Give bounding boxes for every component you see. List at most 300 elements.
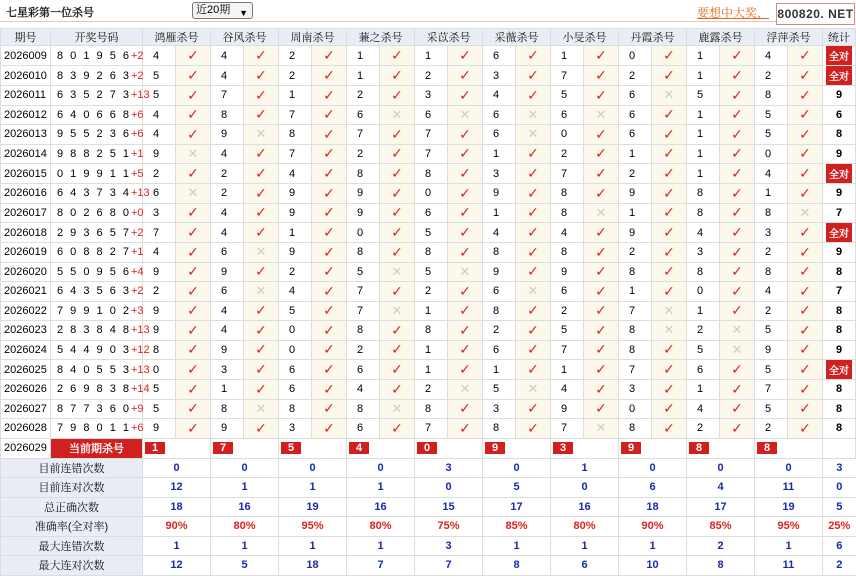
check-icon [244, 46, 279, 66]
cross-icon [516, 282, 551, 302]
check-mark: ✓ [595, 282, 607, 299]
kill-number: 4 [143, 46, 176, 66]
check-icon [448, 340, 483, 360]
check-icon [244, 105, 279, 125]
kill-number: 8 [415, 321, 448, 341]
stat-value: 1 [279, 478, 347, 498]
check-mark: ✓ [459, 224, 471, 240]
check-icon [448, 223, 483, 243]
check-mark: ✓ [595, 341, 607, 358]
stat-row [1, 517, 856, 537]
check-mark: ✓ [731, 243, 743, 260]
check-icon [176, 360, 211, 380]
stat-value: 3 [415, 458, 483, 478]
kill-number: 2 [347, 340, 380, 360]
check-icon [788, 46, 823, 66]
kill-number: 9 [143, 419, 176, 439]
check-mark: ✓ [731, 282, 743, 299]
check-mark: ✓ [187, 419, 199, 436]
kill-number: 5 [143, 399, 176, 419]
check-icon [176, 86, 211, 106]
cross-mark: ✕ [595, 106, 607, 122]
draw-number-cell [51, 380, 150, 400]
kill-number: 1 [415, 301, 448, 321]
check-mark: ✓ [459, 165, 471, 181]
current-kill-cell [211, 438, 279, 458]
kill-number: 0 [619, 46, 652, 66]
check-icon [380, 419, 415, 439]
check-mark: ✓ [799, 302, 811, 319]
check-icon [312, 184, 347, 204]
table-row [1, 144, 856, 164]
row-stat: 9 [823, 86, 856, 106]
cross-icon [448, 262, 483, 282]
kill-number: 4 [687, 399, 720, 419]
cross-icon [720, 321, 755, 341]
check-mark: ✓ [255, 263, 267, 280]
check-mark: ✓ [595, 302, 607, 319]
row-stat: 8 [823, 301, 856, 321]
check-icon [448, 46, 483, 66]
check-mark: ✓ [595, 47, 607, 63]
kill-number: 1 [619, 282, 652, 302]
draw-sum: +6 [131, 108, 144, 121]
all-right-badge: 全对 [826, 360, 852, 379]
stat-value: 1 [211, 536, 279, 556]
check-mark: ✓ [459, 184, 471, 201]
col-expert: 浮萍杀号 [755, 29, 823, 46]
cross-mark: ✕ [391, 302, 403, 318]
period-cell: 2026021 [1, 282, 51, 302]
check-icon [652, 105, 687, 125]
check-mark: ✓ [323, 263, 335, 280]
kill-number: 0 [415, 184, 448, 204]
current-kill-cell [687, 438, 755, 458]
check-icon [448, 164, 483, 184]
kill-number: 2 [279, 46, 312, 66]
period-cell: 2026015 [1, 164, 51, 184]
cross-icon [788, 203, 823, 223]
check-mark: ✓ [255, 67, 267, 83]
kill-number: 6 [551, 105, 584, 125]
check-mark: ✓ [459, 86, 471, 103]
check-mark: ✓ [731, 184, 743, 201]
check-icon [652, 282, 687, 302]
check-icon [652, 419, 687, 439]
cross-mark: ✕ [459, 263, 471, 279]
stat-value: 1 [143, 536, 211, 556]
kill-number: 6 [483, 340, 516, 360]
check-mark: ✓ [255, 106, 267, 123]
cross-mark: ✕ [459, 381, 471, 397]
check-icon [448, 301, 483, 321]
check-mark: ✓ [527, 400, 539, 417]
period-cell: 2026028 [1, 419, 51, 439]
check-icon [584, 262, 619, 282]
check-icon [720, 223, 755, 243]
cross-icon [584, 203, 619, 223]
check-mark: ✓ [459, 204, 471, 221]
kill-number: 9 [143, 262, 176, 282]
kill-number: 0 [551, 125, 584, 145]
row-stat: 8 [823, 125, 856, 145]
check-mark: ✓ [799, 86, 811, 103]
kill-number: 6 [619, 105, 652, 125]
draw-number-cell [51, 164, 143, 184]
period-range-select[interactable] [192, 2, 253, 19]
check-mark: ✓ [527, 419, 539, 436]
check-icon [176, 282, 211, 302]
stat-label: 最大连对次数 [1, 556, 143, 576]
current-kill-number: 9 [621, 442, 641, 454]
cross-icon [652, 86, 687, 106]
kill-number: 7 [279, 105, 312, 125]
draw-sum: +2 [131, 226, 144, 239]
current-kill-number: 5 [281, 442, 301, 454]
check-mark: ✓ [255, 380, 267, 397]
check-mark: ✓ [459, 243, 471, 260]
check-icon [584, 282, 619, 302]
draw-number-cell [51, 203, 143, 223]
row-stat: 9 [823, 340, 856, 360]
cross-icon [380, 399, 415, 419]
check-mark: ✓ [459, 125, 471, 142]
kill-number: 1 [279, 223, 312, 243]
current-row [1, 438, 856, 458]
period-cell: 2026010 [1, 66, 51, 86]
check-mark: ✓ [595, 145, 607, 162]
cross-mark: ✕ [663, 302, 675, 318]
kill-number: 3 [687, 243, 720, 263]
check-icon [720, 144, 755, 164]
check-mark: ✓ [663, 400, 675, 417]
kill-number: 4 [211, 203, 244, 223]
check-icon [244, 360, 279, 380]
check-icon [788, 125, 823, 145]
period-cell: 2026025 [1, 360, 51, 380]
draw-sum: +14 [131, 383, 150, 396]
check-mark: ✓ [527, 243, 539, 260]
check-mark: ✓ [391, 380, 403, 397]
cross-mark: ✕ [255, 126, 267, 142]
kill-number: 1 [619, 203, 652, 223]
stat-value: 80% [551, 517, 619, 537]
stat-value: 16 [347, 497, 415, 517]
check-mark: ✓ [527, 263, 539, 280]
kill-number: 6 [619, 125, 652, 145]
kill-number: 4 [687, 223, 720, 243]
check-icon [516, 46, 551, 66]
stat-value: 10 [619, 556, 687, 576]
draw-sum: +2 [131, 285, 144, 298]
check-mark: ✓ [187, 302, 199, 319]
kill-number: 5 [755, 125, 788, 145]
check-mark: ✓ [731, 106, 743, 123]
kill-number: 2 [347, 86, 380, 106]
kill-number: 2 [347, 144, 380, 164]
row-stat [823, 360, 856, 380]
kill-number: 9 [619, 184, 652, 204]
check-icon [380, 360, 415, 380]
check-mark: ✓ [187, 125, 199, 142]
stat-value: 6 [551, 556, 619, 576]
check-icon [652, 243, 687, 263]
page-title: 七星彩第一位杀号 [6, 7, 94, 19]
stat-value: 85% [687, 517, 755, 537]
table-row [1, 399, 856, 419]
kill-number: 9 [483, 184, 516, 204]
check-icon [516, 399, 551, 419]
check-mark: ✓ [255, 145, 267, 162]
check-mark: ✓ [731, 224, 743, 240]
check-icon [584, 46, 619, 66]
kill-number: 9 [551, 262, 584, 282]
check-icon [448, 243, 483, 263]
check-mark: ✓ [323, 380, 335, 397]
stat-value: 1 [551, 458, 619, 478]
check-icon [380, 243, 415, 263]
check-mark: ✓ [663, 380, 675, 397]
current-kill-cell [415, 438, 483, 458]
check-mark: ✓ [663, 165, 675, 181]
kill-number: 8 [483, 243, 516, 263]
kill-number: 1 [755, 184, 788, 204]
kill-number: 3 [483, 66, 516, 86]
current-kill-number: 8 [757, 442, 777, 454]
kill-number: 4 [211, 46, 244, 66]
kill-number: 4 [551, 380, 584, 400]
check-icon [720, 301, 755, 321]
cross-icon [652, 301, 687, 321]
cross-mark: ✕ [799, 204, 811, 220]
promo-link[interactable]: 要想中大奖， [697, 6, 770, 20]
stat-label: 目前连对次数 [1, 478, 143, 498]
stat-value: 0 [211, 458, 279, 478]
cross-mark: ✕ [391, 263, 403, 279]
check-mark: ✓ [323, 282, 335, 299]
check-icon [652, 203, 687, 223]
check-mark: ✓ [663, 184, 675, 201]
check-mark: ✓ [187, 243, 199, 260]
current-kill-cell [551, 438, 619, 458]
check-icon [448, 399, 483, 419]
kill-number: 6 [347, 419, 380, 439]
check-mark: ✓ [663, 224, 675, 240]
check-mark: ✓ [731, 361, 743, 377]
kill-number: 2 [755, 66, 788, 86]
draw-number-cell [51, 301, 143, 321]
draw-number: 9 5 5 2 3 6 [57, 128, 131, 141]
check-mark: ✓ [391, 321, 403, 338]
check-mark: ✓ [323, 361, 335, 377]
draw-sum: +3 [131, 304, 144, 317]
current-kill-cell [279, 438, 347, 458]
kill-number: 8 [619, 419, 652, 439]
check-mark: ✓ [663, 204, 675, 221]
draw-number: 8 3 9 2 6 3 [57, 69, 131, 82]
check-mark: ✓ [799, 400, 811, 417]
check-mark: ✓ [731, 145, 743, 162]
check-mark: ✓ [527, 302, 539, 319]
check-mark: ✓ [663, 282, 675, 299]
site-logo: 800820. NET [776, 3, 855, 25]
check-icon [244, 144, 279, 164]
draw-sum: +13 [131, 363, 150, 376]
stat-total: 2 [823, 556, 856, 576]
current-kill-number: 3 [553, 442, 573, 454]
check-icon [380, 66, 415, 86]
check-mark: ✓ [255, 184, 267, 201]
row-stat: 8 [823, 380, 856, 400]
current-kill-cell [143, 438, 211, 458]
kill-number: 4 [143, 125, 176, 145]
stat-value: 11 [755, 478, 823, 498]
kill-number: 1 [483, 203, 516, 223]
check-icon [720, 380, 755, 400]
kill-number: 5 [143, 66, 176, 86]
stat-value: 0 [415, 478, 483, 498]
kill-number: 2 [415, 282, 448, 302]
row-stat: 8 [823, 419, 856, 439]
draw-number: 2 9 3 6 5 7 [57, 226, 131, 239]
stat-value: 1 [483, 536, 551, 556]
stat-total: 25% [823, 517, 856, 537]
check-mark: ✓ [731, 165, 743, 181]
check-icon [176, 66, 211, 86]
check-mark: ✓ [595, 86, 607, 103]
check-mark: ✓ [595, 224, 607, 240]
check-icon [720, 86, 755, 106]
check-mark: ✓ [527, 204, 539, 221]
stat-value: 18 [143, 497, 211, 517]
draw-number-cell [51, 105, 143, 125]
kill-number: 7 [619, 301, 652, 321]
check-icon [516, 223, 551, 243]
check-icon [312, 321, 347, 341]
check-icon [244, 262, 279, 282]
cross-mark: ✕ [255, 244, 267, 260]
cross-icon [244, 125, 279, 145]
check-mark: ✓ [391, 361, 403, 377]
kill-number: 6 [483, 282, 516, 302]
kill-number: 2 [211, 184, 244, 204]
check-icon [448, 282, 483, 302]
check-mark: ✓ [663, 106, 675, 123]
check-icon [312, 380, 347, 400]
check-mark: ✓ [731, 125, 743, 142]
check-icon [448, 321, 483, 341]
check-icon [788, 340, 823, 360]
check-mark: ✓ [391, 419, 403, 436]
check-mark: ✓ [391, 165, 403, 181]
cross-mark: ✕ [663, 322, 675, 338]
table-row [1, 282, 856, 302]
stat-total: 6 [823, 536, 856, 556]
draw-number: 5 5 0 9 5 6 [57, 265, 131, 278]
kill-number: 9 [211, 419, 244, 439]
check-icon [380, 86, 415, 106]
kill-number: 7 [551, 164, 584, 184]
kill-number: 4 [211, 66, 244, 86]
draw-number-cell [51, 262, 143, 282]
check-mark: ✓ [731, 400, 743, 417]
kill-number: 8 [347, 399, 380, 419]
draw-number-cell [51, 184, 150, 204]
check-mark: ✓ [731, 380, 743, 397]
stat-value: 90% [619, 517, 687, 537]
check-icon [244, 223, 279, 243]
check-mark: ✓ [459, 341, 471, 358]
stat-value: 18 [279, 556, 347, 576]
col-expert: 采苡杀号 [415, 29, 483, 46]
check-mark: ✓ [187, 380, 199, 397]
check-icon [516, 419, 551, 439]
kill-number: 7 [415, 144, 448, 164]
kill-number: 6 [687, 360, 720, 380]
kill-number: 8 [483, 419, 516, 439]
period-cell: 2026024 [1, 340, 51, 360]
check-mark: ✓ [391, 243, 403, 260]
kill-number: 6 [415, 203, 448, 223]
chevron-down-icon: ▼ [239, 8, 248, 18]
check-icon [244, 380, 279, 400]
kill-number: 4 [143, 243, 176, 263]
draw-number-cell [51, 223, 143, 243]
kill-number: 1 [687, 380, 720, 400]
current-kill-cell [347, 438, 415, 458]
stat-value: 1 [619, 536, 687, 556]
check-icon [584, 184, 619, 204]
kill-number: 7 [755, 380, 788, 400]
period-cell: 2026019 [1, 243, 51, 263]
check-mark: ✓ [391, 282, 403, 299]
table-row [1, 340, 856, 360]
check-icon [584, 243, 619, 263]
check-icon [788, 380, 823, 400]
stat-value: 0 [619, 458, 687, 478]
kill-number: 8 [211, 399, 244, 419]
check-mark: ✓ [323, 165, 335, 181]
check-icon [380, 46, 415, 66]
kill-number: 2 [755, 301, 788, 321]
stat-row [1, 536, 856, 556]
stat-value: 7 [415, 556, 483, 576]
table-row [1, 419, 856, 439]
draw-number-cell [51, 243, 143, 263]
kill-number: 7 [551, 340, 584, 360]
kill-number: 2 [619, 164, 652, 184]
check-mark: ✓ [731, 263, 743, 280]
stat-value: 0 [347, 458, 415, 478]
kill-number: 2 [279, 262, 312, 282]
check-icon [720, 399, 755, 419]
check-mark: ✓ [595, 184, 607, 201]
col-period: 期号 [1, 29, 51, 46]
period-cell: 2026014 [1, 144, 51, 164]
check-mark: ✓ [255, 361, 267, 377]
kill-number: 8 [755, 86, 788, 106]
draw-number-cell [51, 46, 143, 66]
kill-number: 2 [619, 66, 652, 86]
check-icon [176, 46, 211, 66]
check-icon [380, 223, 415, 243]
check-mark: ✓ [799, 380, 811, 397]
check-mark: ✓ [323, 86, 335, 103]
draw-number-cell [51, 321, 150, 341]
check-mark: ✓ [799, 361, 811, 377]
draw-number: 8 0 2 6 8 0 [57, 206, 131, 219]
cross-icon [516, 125, 551, 145]
